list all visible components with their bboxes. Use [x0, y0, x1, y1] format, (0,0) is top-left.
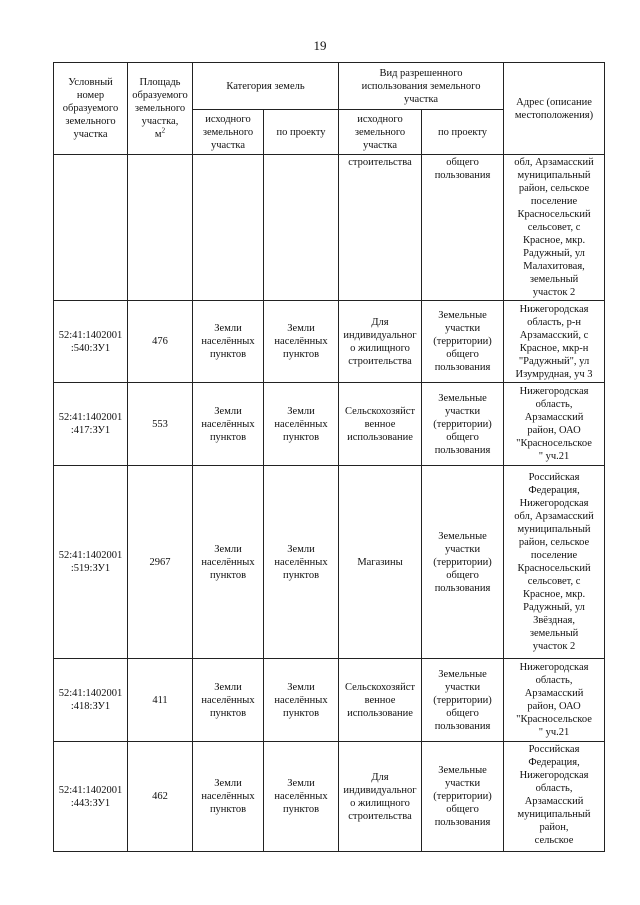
cell-area: 476 [128, 301, 193, 383]
cell-category-original: Земли населённых пунктов [193, 742, 264, 852]
cell-use-project: Земельные участки (территории) общего пользования [422, 742, 504, 852]
cell-use-original: Для индивидуальног о жилищного строительства [339, 742, 422, 852]
cell-category-project: Земли населённых пунктов [264, 659, 339, 742]
cell-plot-number: 52:41:1402001 :417:ЗУ1 [54, 383, 128, 466]
cell-use-project: Земельные участки (территории) общего пользования [422, 383, 504, 466]
cell-use-original: Для индивидуальног о жилищного строительства [339, 301, 422, 383]
cell-empty [128, 155, 193, 301]
header-use-project: по проекту [422, 110, 504, 155]
cell-use-project: общего пользования [422, 155, 504, 301]
cell-address: Нижегородская область, Арзамасский район, ОАО "Красносельское " уч.21 [504, 383, 605, 466]
land-plots-table [53, 62, 605, 852]
cell-category-project: Земли населённых пунктов [264, 383, 339, 466]
cell-empty [264, 155, 339, 301]
cell-category-original: Земли населённых пунктов [193, 301, 264, 383]
table-row [54, 383, 605, 466]
cell-empty [193, 155, 264, 301]
cell-address: обл, Арзамасский муниципальный район, сельское поселение Красносельский сельсовет, с Красное, мкр. Радужный, ул Малахитовая, земельный участок 2 [504, 155, 605, 301]
cell-empty [54, 155, 128, 301]
cell-address: Российская Федерация, Нижегородская обл, Арзамасский муниципальный район, сельское поселение Красносельский сельсовет, с Красное, мкр. Радужный, ул Звёздная, земельный участок 2 [504, 466, 605, 659]
cell-category-project: Земли населённых пунктов [264, 301, 339, 383]
cell-use-original: Сельскохозяйст венное использование [339, 383, 422, 466]
cell-use-project: Земельные участки (территории) общего пользования [422, 659, 504, 742]
cell-category-original: Земли населённых пунктов [193, 466, 264, 659]
header-land-category: Категория земель [193, 63, 339, 110]
cell-area: 411 [128, 659, 193, 742]
header-area-sup: 2 [161, 126, 166, 135]
table-row [54, 301, 605, 383]
cell-plot-number: 52:41:1402001 :443:ЗУ1 [54, 742, 128, 852]
table-row [54, 659, 605, 742]
cell-address: Нижегородская область, р-н Арзамасский, с Красное, мкр-н "Радужный", ул Изумрудная, уч 3 [504, 301, 605, 383]
cell-use-original: строительства [339, 155, 422, 301]
header-plot-number: Условный номер образуемого земельного участка [54, 63, 128, 155]
header-category-original: исходного земельного участка [193, 110, 264, 155]
cell-category-original: Земли населённых пунктов [193, 659, 264, 742]
cell-plot-number: 52:41:1402001 :519:ЗУ1 [54, 466, 128, 659]
header-permitted-use: Вид разрешенного использования земельного участка [339, 63, 504, 110]
cell-use-original: Сельскохозяйст венное использование [339, 659, 422, 742]
table-row [54, 742, 605, 852]
cell-area: 462 [128, 742, 193, 852]
header-category-project: по проекту [264, 110, 339, 155]
cell-use-original: Магазины [339, 466, 422, 659]
cell-area: 2967 [128, 466, 193, 659]
header-use-original: исходного земельного участка [339, 110, 422, 155]
cell-category-project: Земли населённых пунктов [264, 466, 339, 659]
cell-area: 553 [128, 383, 193, 466]
cell-plot-number: 52:41:1402001 :540:ЗУ1 [54, 301, 128, 383]
cell-address: Российская Федерация, Нижегородская область, Арзамасский муниципальный район, сельское [504, 742, 605, 852]
table-row-continuation [54, 155, 605, 301]
cell-category-project: Земли населённых пунктов [264, 742, 339, 852]
page-number: 19 [313, 38, 327, 53]
cell-address: Нижегородская область, Арзамасский район, ОАО "Красносельское " уч.21 [504, 659, 605, 742]
header-area-text: Площадь образуемого земельного участка, м [132, 77, 188, 140]
header-area [128, 63, 193, 155]
cell-use-project: Земельные участки (территории) общего пользования [422, 466, 504, 659]
header-address: Адрес (описание местоположения) [504, 63, 605, 155]
cell-use-project: Земельные участки (территории) общего пользования [422, 301, 504, 383]
table-row [54, 466, 605, 659]
cell-category-original: Земли населённых пунктов [193, 383, 264, 466]
cell-plot-number: 52:41:1402001 :418:ЗУ1 [54, 659, 128, 742]
